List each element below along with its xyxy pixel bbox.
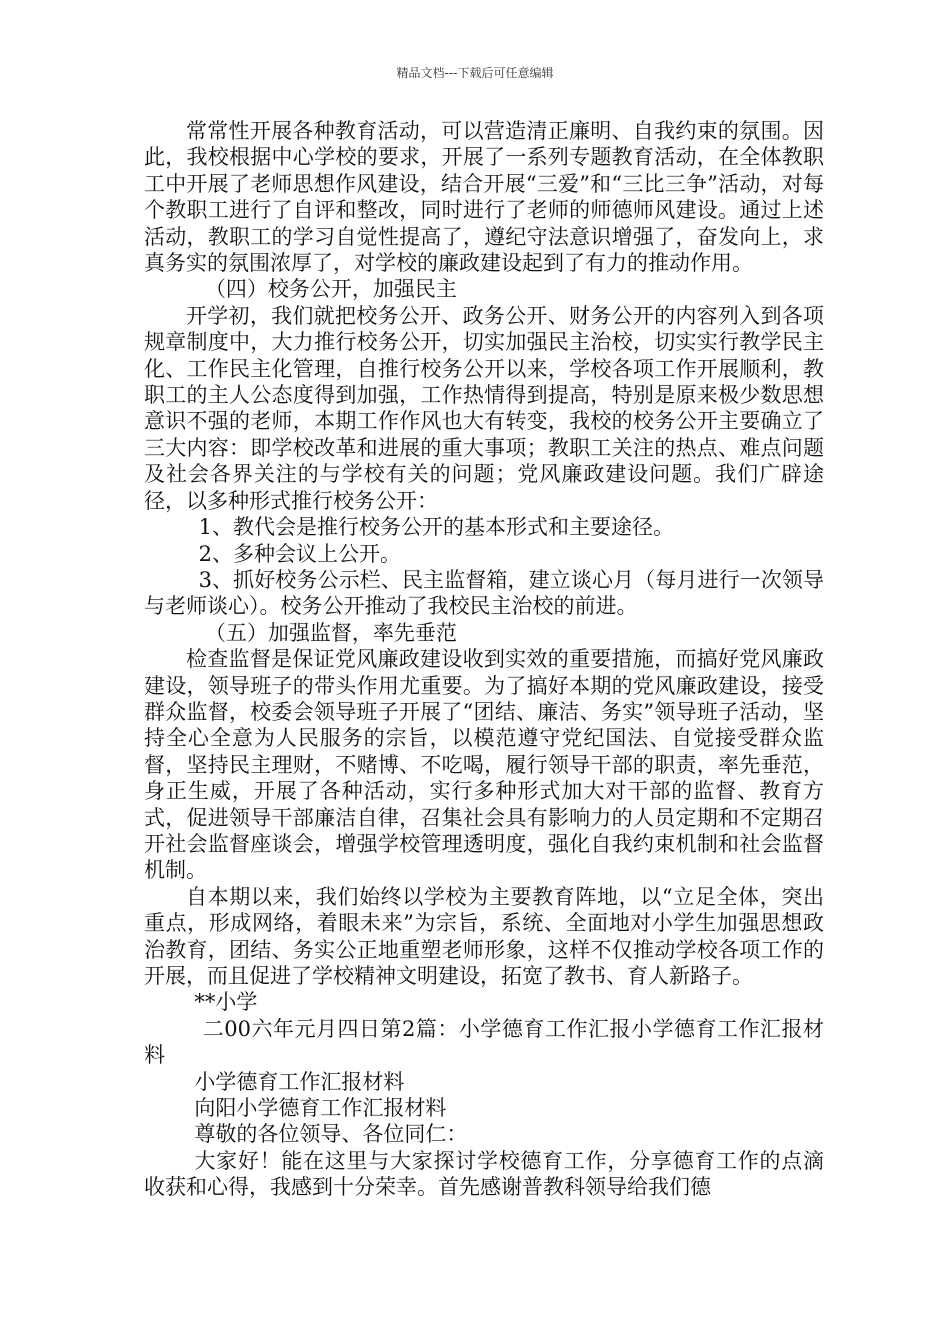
paragraph-school-affairs: 开学初，我们就把校务公开、政务公开、财务公开的内容列入到各项规章制度中，大力推行校务公开，切实加强民主治校，切实实行教学民主化、工作民主化管理，自推行校务公开以来，学校各项工作开展顺利，教职工的主人公态度得到加强，工作热情得到提高，特别是原来极少数思想意识不强的老师，本期工作作风也大有转变，我校的校务公开主要确立了三大内容：即学校改革和进展的重大事项；教职工关注的热点、难点问题及社会各界关注的与学校有关的问题；党风廉政建设问题。我们广辟途径，以多种形式推行校务公开： xyxy=(144,303,824,513)
section-heading-5: （五）加强监督，率先垂范 xyxy=(204,620,457,645)
list-item-2: 2、多种会议上公开。 xyxy=(198,541,401,566)
report-title: 小学德育工作汇报材料 xyxy=(194,1069,405,1094)
paragraph-greeting: 大家好！能在这里与大家探讨学校德育工作，分享德育工作的点滴收获和心得，我感到十分荣幸。首先感谢普教科领导给我们德 xyxy=(144,1148,824,1200)
paragraph-summary: 自本期以来，我们始终以学校为主要教育阵地，以“立足全体，突出重点，形成网络，着眼未来”为宗旨，系统、全面地对小学生加强思想政治教育，团结、务实公正地重塑老师形象，这样不仅推动学校各项工作的开展，而且促进了学校精神文明建设，拓宽了教书、育人新路子。 xyxy=(144,884,824,988)
date-and-next-title: 二00六年元月四日第2篇：小学德育工作汇报小学德育工作汇报材料 xyxy=(144,1016,824,1068)
document-body xyxy=(144,118,824,1201)
school-signature: **小学 xyxy=(194,990,258,1015)
report-subtitle: 向阳小学德育工作汇报材料 xyxy=(194,1096,447,1121)
page-header: 精品文档---下载后可任意编辑 xyxy=(396,66,554,80)
paragraph-supervision: 检查监督是保证党风廉政建设收到实效的重要措施，而搞好党风廉政建设，领导班子的带头作用尤重要。为了搞好本期的党风廉政建设，接受群众监督，校委会领导班子开展了“团结、廉洁、务实”领导班子活动，坚持全心全意为人民服务的宗旨，以模范遵守党纪国法、自觉接受群众监督，坚持民主理财，不赌博、不吃喝，履行领导干部的职责，率先垂范，身正生威，开展了各种活动，实行多种形式加大对干部的监督、教育方式，促进领导干部廉洁自律，召集社会具有影响力的人员定期和不定期召开社会监督座谈会，增强学校管理透明度，强化自我约束机制和社会监督机制。 xyxy=(144,647,824,883)
paragraph-atmosphere: 常常性开展各种教育活动，可以营造清正廉明、自我约束的氛围。因此，我校根据中心学校的要求，开展了一系列专题教育活动，在全体教职工中开展了老师思想作风建设，结合开展“三爱”和“三比三争”活动，对每个教职工进行了自评和整改，同时进行了老师的师德师风建设。通过上述活动，教职工的学习自觉性提高了，遵纪守法意识增强了，奋发向上，求真务实的氛围浓厚了，对学校的廉政建设起到了有力的推动作用。 xyxy=(144,119,824,276)
list-item-1: 1、教代会是推行校务公开的基本形式和主要途径。 xyxy=(198,515,674,540)
list-item-3: 3、抓好校务公示栏、民主监督箱，建立谈心月（每月进行一次领导与老师谈心）。校务公开推动了我校民主治校的前进。 xyxy=(144,567,824,619)
section-heading-4: （四）校务公开，加强民主 xyxy=(204,277,457,302)
salutation: 尊敬的各位领导、各位同仁： xyxy=(194,1122,468,1147)
